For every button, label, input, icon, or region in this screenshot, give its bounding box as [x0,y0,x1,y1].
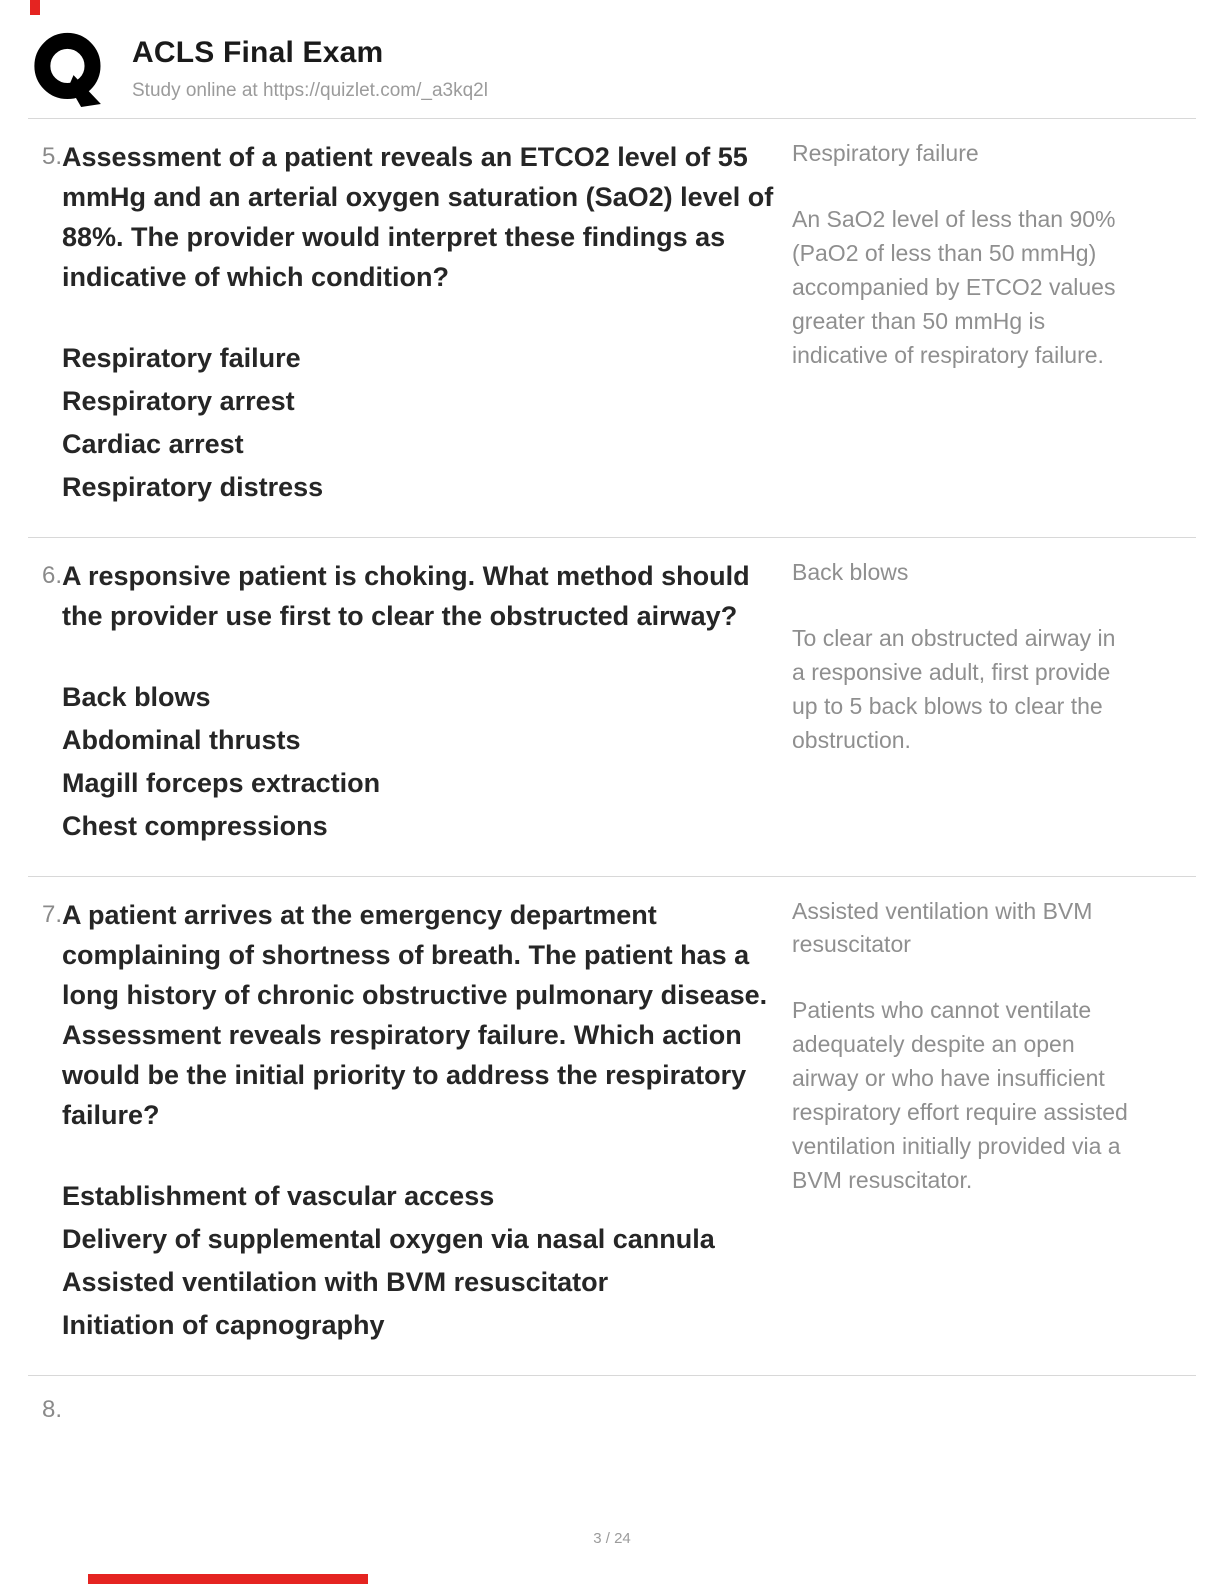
question-text: A responsive patient is choking. What method should the provider use first to clear the obstructed airway? [62,561,750,631]
answer-explanation: An SaO2 level of less than 90% (PaO2 of less than 50 mmHg) accompanied by ETCO2 values greater than 50 mmHg is indicative of respiratory failure. [792,206,1116,368]
answer-option: Delivery of supplemental oxygen via nasal cannula [62,1224,715,1254]
correct-answer: Respiratory failure [792,140,979,166]
header-text-block [132,30,488,102]
document-header [0,0,1224,118]
answer-option: Initiation of capnography [62,1310,385,1340]
quizlet-q-logo [34,30,110,108]
question-number: 8. [42,1396,63,1423]
answer-explanation: To clear an obstructed airway in a responsive adult, first provide up to 5 back blows to clear the obstruction. [792,625,1116,753]
question-row-8 [0,1376,1224,1440]
answer-option: Cardiac arrest [62,429,244,459]
question-number: 7. [42,901,63,928]
answer-option: Respiratory failure [62,343,301,373]
answer-option: Respiratory distress [62,472,324,502]
question-row-6 [0,538,1224,876]
question-left-column [62,556,778,848]
answer-options-list [62,676,778,848]
question-text: Assessment of a patient reveals an ETCO2 level of 55 mmHg and an arterial oxygen saturation (SaO2) level of 88%. The provider would interpret these findings as indicative of which condition? [62,142,774,292]
answer-option: Assisted ventilation with BVM resuscitator [62,1267,609,1297]
page-number: 3 / 24 [593,1530,631,1547]
answer-column [792,556,1134,757]
study-online-url: Study online at https://quizlet.com/_a3kq2l [132,80,488,101]
question-row-7 [0,877,1224,1375]
question-row-5 [0,119,1224,537]
question-left-column [62,137,778,509]
answer-column [792,137,1134,372]
answer-option: Abdominal thrusts [62,725,301,755]
answer-option: Respiratory arrest [62,386,295,416]
question-text: A patient arrives at the emergency department complaining of shortness of breath. The patient has a long history of chronic obstructive pulmonary disease. Assessment reveals respiratory failure. Which action would be the initial priority to address the respiratory failure? [62,900,768,1130]
correct-answer: Back blows [792,559,909,585]
answer-option: Chest compressions [62,811,328,841]
correct-answer: Assisted ventilation with BVM resuscitator [792,898,1093,957]
answer-option: Magill forceps extraction [62,768,381,798]
red-scan-mark-bottom [88,1574,368,1584]
page-title: ACLS Final Exam [132,36,384,69]
answer-options-list [62,1175,778,1347]
red-scan-mark-top [30,0,40,15]
answer-option: Establishment of vascular access [62,1181,495,1211]
answer-options-list [62,337,778,509]
answer-option: Back blows [62,682,211,712]
question-number: 5. [42,143,63,170]
answer-explanation: Patients who cannot ventilate adequately despite an open airway or who have insufficient respiratory effort require assisted ventilation initially provided via a BVM resuscitator. [792,997,1128,1193]
question-number: 6. [42,562,63,589]
answer-column [792,895,1134,1197]
question-left-column [62,895,778,1347]
